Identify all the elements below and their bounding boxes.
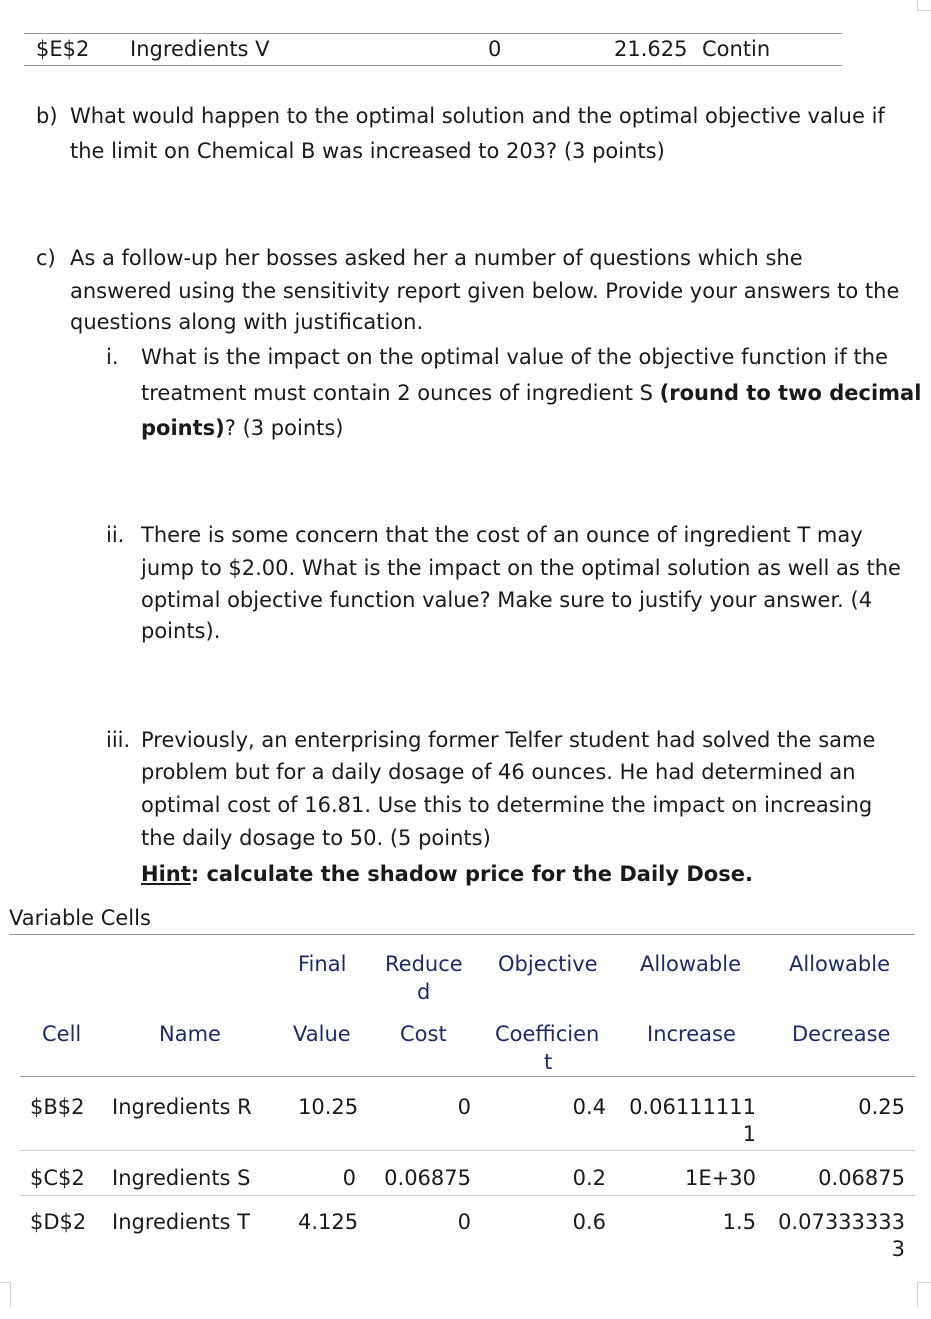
item-iii-line1: Previously, an enterprising former Telfer student had solved the same <box>141 728 876 752</box>
top-row-value: 0 <box>488 37 502 61</box>
row-c-name: Ingredients S <box>112 1166 251 1190</box>
question-c-line2: answered using the sensitivity report given below. Provide your answers to the <box>70 279 900 303</box>
row-b-increase-wrap: 1 <box>742 1122 756 1146</box>
page-corner-mark-top-right <box>917 0 931 11</box>
row-d-decrease-wrap: 3 <box>891 1237 905 1261</box>
row-b-increase: 0.06111111 <box>629 1095 756 1119</box>
top-row-name: Ingredients V <box>130 37 270 61</box>
row-d-name: Ingredients T <box>112 1210 250 1234</box>
header-cell: Cell <box>42 1022 82 1046</box>
header-coefficient-2: t <box>544 1050 553 1074</box>
item-iii-hint <box>141 862 753 886</box>
item-i-line2 <box>141 381 921 405</box>
item-i-line3-plain: ? (3 points) <box>224 416 344 440</box>
row-c-value: 0 <box>342 1166 356 1190</box>
hint-text: : calculate the shadow price for the Daily Dose. <box>190 862 753 886</box>
row-d-reduced: 0 <box>457 1210 471 1234</box>
item-ii-label: ii. <box>106 523 125 547</box>
question-c-line1: As a follow-up her bosses asked her a number of questions which she <box>70 246 803 270</box>
header-value: Value <box>293 1022 351 1046</box>
row-b-cell: $B$2 <box>30 1095 85 1119</box>
top-row-top-border <box>24 33 842 34</box>
header-decrease: Decrease <box>792 1022 891 1046</box>
header-name: Name <box>159 1022 221 1046</box>
row-b-reduced: 0 <box>457 1095 471 1119</box>
page-corner-mark-bottom-left <box>0 1282 11 1307</box>
item-i-line2-bold: (round to two decimal <box>659 381 922 405</box>
item-i-label: i. <box>106 345 119 369</box>
question-c-label: c) <box>36 246 56 270</box>
header-bottom-rule <box>20 1076 915 1077</box>
question-b-label: b) <box>36 104 58 128</box>
row-d-cell: $D$2 <box>30 1210 87 1234</box>
question-b-line1: What would happen to the optimal solution and the optimal objective value if <box>70 104 885 128</box>
table-title: Variable Cells <box>9 906 151 930</box>
item-ii-line2: jump to $2.00. What is the impact on the optimal solution as well as the <box>141 556 901 580</box>
row-d-value: 4.125 <box>298 1210 359 1234</box>
row-d-objective: 0.6 <box>572 1210 606 1234</box>
top-row-cell: $E$2 <box>36 37 90 61</box>
row-c-rule <box>20 1195 915 1196</box>
row-b-objective: 0.4 <box>572 1095 606 1119</box>
item-ii-line4: points). <box>141 619 221 643</box>
table-title-rule <box>9 934 915 935</box>
row-c-cell: $C$2 <box>30 1166 85 1190</box>
hint-label: Hint <box>141 862 191 886</box>
header-allowable-dec: Allowable <box>789 952 891 976</box>
header-reduced-1: Reduce <box>385 952 463 976</box>
row-d-increase: 1.5 <box>722 1210 756 1234</box>
header-cost: Cost <box>400 1022 447 1046</box>
row-c-objective: 0.2 <box>572 1166 606 1190</box>
top-row-bottom-border <box>24 65 842 66</box>
row-d-decrease: 0.07333333 <box>778 1210 905 1234</box>
header-reduced-2: d <box>417 980 431 1004</box>
top-row-col5: Contin <box>702 37 771 61</box>
item-i-line3 <box>141 416 344 440</box>
row-c-reduced: 0.06875 <box>384 1166 471 1190</box>
item-i-line1: What is the impact on the optimal value of the objective function if the <box>141 345 888 369</box>
row-c-increase: 1E+30 <box>685 1166 756 1190</box>
item-i-line3-bold: points) <box>141 416 225 440</box>
header-final: Final <box>298 952 347 976</box>
header-coefficient-1: Coefficien <box>495 1022 600 1046</box>
row-b-rule <box>20 1150 915 1151</box>
item-iii-line3: optimal cost of 16.81. Use this to determine the impact on increasing <box>141 793 873 817</box>
top-row-col4: 21.625 <box>614 37 688 61</box>
item-ii-line1: There is some concern that the cost of an ounce of ingredient T may <box>141 523 863 547</box>
question-b-line2: the limit on Chemical B was increased to 203? (3 points) <box>70 139 665 163</box>
item-i-line2-plain: treatment must contain 2 ounces of ingredient S <box>141 381 660 405</box>
header-allowable-inc: Allowable <box>640 952 742 976</box>
item-iii-line4: the daily dosage to 50. (5 points) <box>141 826 491 850</box>
item-iii-line2: problem but for a daily dosage of 46 ounces. He had determined an <box>141 760 856 784</box>
row-b-value: 10.25 <box>298 1095 359 1119</box>
page-corner-mark-bottom-right <box>917 1282 931 1307</box>
row-b-name: Ingredients R <box>112 1095 252 1119</box>
header-increase: Increase <box>647 1022 736 1046</box>
row-c-decrease: 0.06875 <box>818 1166 905 1190</box>
row-b-decrease: 0.25 <box>858 1095 905 1119</box>
question-c-line3: questions along with justification. <box>70 310 424 334</box>
item-iii-label: iii. <box>106 728 131 752</box>
header-objective: Objective <box>498 952 598 976</box>
item-ii-line3: optimal objective function value? Make sure to justify your answer. (4 <box>141 588 873 612</box>
